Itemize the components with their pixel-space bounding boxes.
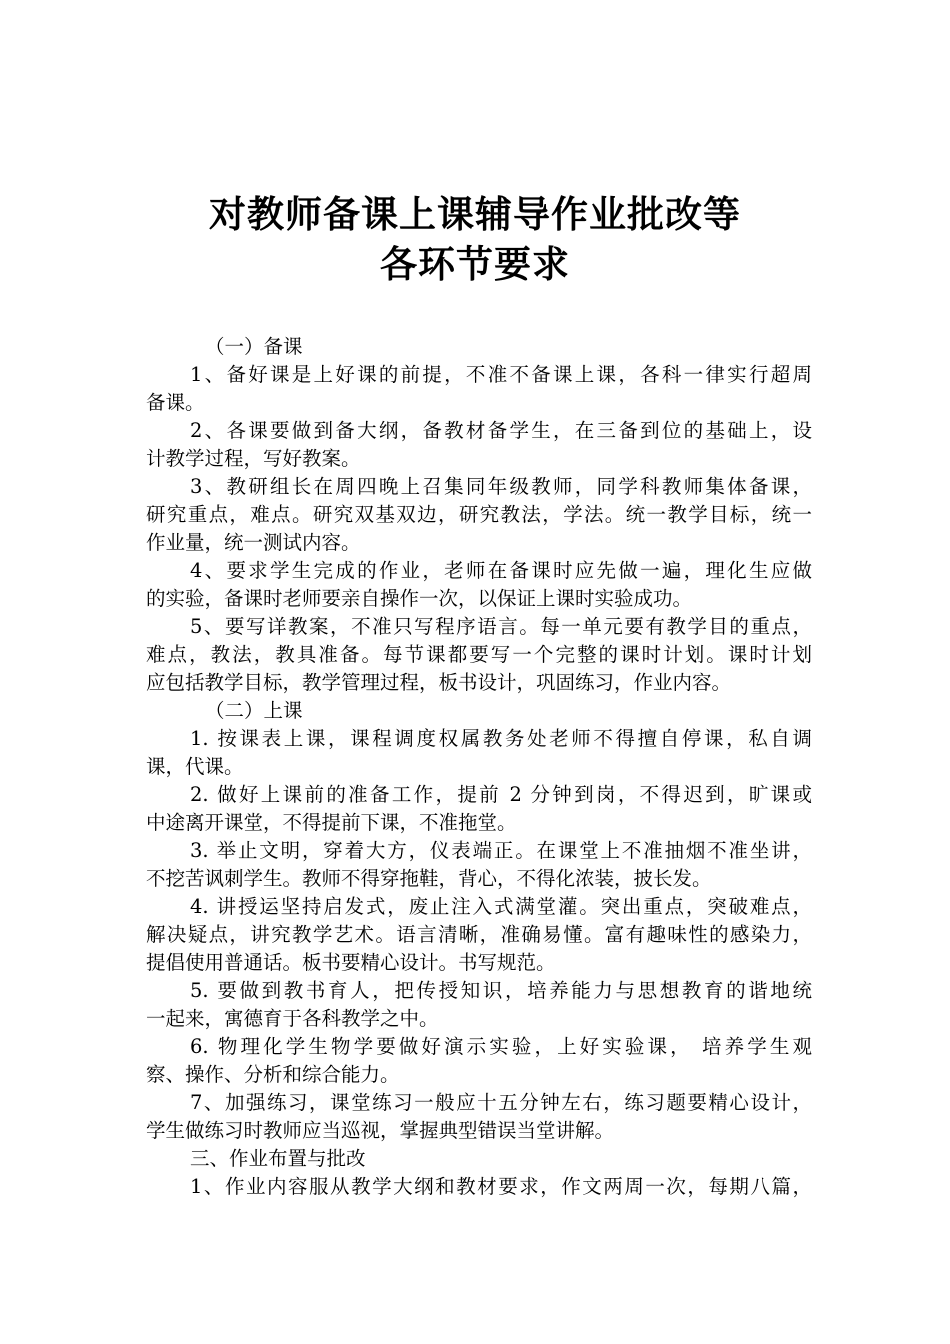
paragraph-line: 5、要写详教案，不准只写程序语言。每一单元要有教学目的重点， bbox=[190, 615, 812, 638]
paragraph-line: 学生做练习时教师应当巡视，掌握典型错误当堂讲解。 bbox=[146, 1119, 615, 1142]
paragraph-line: 1. 按课表上课，课程调度权属教务处老师不得擅自停课，私自调 bbox=[190, 727, 812, 750]
paragraph-line: 解决疑点，讲究教学艺术。语言清晰，准确易懂。富有趣味性的感染力， bbox=[146, 923, 812, 946]
paragraph-line: 3、教研组长在周四晚上召集同年级教师，同学科教师集体备课， bbox=[190, 475, 812, 498]
paragraph-line: 一起来，寓德育于各科教学之中。 bbox=[146, 1007, 439, 1030]
section-heading: （二）上课 bbox=[205, 699, 303, 722]
paragraph-line: 提倡使用普通话。板书要精心设计。书写规范。 bbox=[146, 951, 556, 974]
paragraph-line: 的实验，备课时老师要亲自操作一次，以保证上课时实验成功。 bbox=[146, 587, 693, 610]
paragraph-line: 6. 物理化学生物学要做好演示实验，上好实验课， 培养学生观 bbox=[190, 1035, 812, 1058]
paragraph-line: 研究重点，难点。研究双基双边，研究教法，学法。统一教学目标，统一 bbox=[146, 503, 812, 526]
paragraph-line: 1、备好课是上好课的前提，不准不备课上课，各科一律实行超周 bbox=[190, 363, 812, 386]
paragraph-line: 课，代课。 bbox=[146, 755, 244, 778]
paragraph-line: 应包括教学目标，教学管理过程，板书设计，巩固练习，作业内容。 bbox=[146, 671, 732, 694]
paragraph-line: 2. 做好上课前的准备工作，提前 2 分钟到岗，不得迟到，旷课或 bbox=[190, 783, 812, 806]
section-heading: （一）备课 bbox=[205, 335, 303, 358]
paragraph-line: 4. 讲授运坚持启发式，废止注入式满堂灌。突出重点，突破难点， bbox=[190, 895, 812, 918]
paragraph-line: 3. 举止文明，穿着大方，仪表端正。在课堂上不准抽烟不准坐讲， bbox=[190, 839, 812, 862]
paragraph-line: 计教学过程，写好教案。 bbox=[146, 447, 361, 470]
paragraph-line: 备课。 bbox=[146, 391, 205, 414]
paragraph-line: 作业量，统一测试内容。 bbox=[146, 531, 361, 554]
paragraph-line: 不挖苦讽刺学生。教师不得穿拖鞋，背心，不得化浓装，披长发。 bbox=[146, 867, 712, 890]
paragraph-line: 4、要求学生完成的作业，老师在备课时应先做一遍，理化生应做 bbox=[190, 559, 812, 582]
paragraph-line: 2、各课要做到备大纲，备教材备学生，在三备到位的基础上，设 bbox=[190, 419, 812, 442]
document-title-line-2: 各环节要求 bbox=[380, 242, 570, 286]
paragraph-line: 7、加强练习，课堂练习一般应十五分钟左右，练习题要精心设计， bbox=[190, 1091, 812, 1114]
paragraph-line: 1、作业内容服从教学大纲和教材要求，作文两周一次，每期八篇， bbox=[190, 1175, 812, 1198]
document-body bbox=[146, 333, 812, 1201]
paragraph-line: 中途离开课堂，不得提前下课，不准拖堂。 bbox=[146, 811, 517, 834]
section-heading: 三、作业布置与批改 bbox=[190, 1147, 366, 1170]
paragraph-line: 难点，教法，教具准备。每节课都要写一个完整的课时计划。课时计划 bbox=[146, 643, 812, 666]
paragraph-line: 察、操作、分析和综合能力。 bbox=[146, 1063, 400, 1086]
paragraph-line: 5. 要做到教书育人，把传授知识，培养能力与思想教育的谐地统 bbox=[190, 979, 812, 1002]
document-title-line-1: 对教师备课上课辅导作业批改等 bbox=[209, 192, 741, 236]
